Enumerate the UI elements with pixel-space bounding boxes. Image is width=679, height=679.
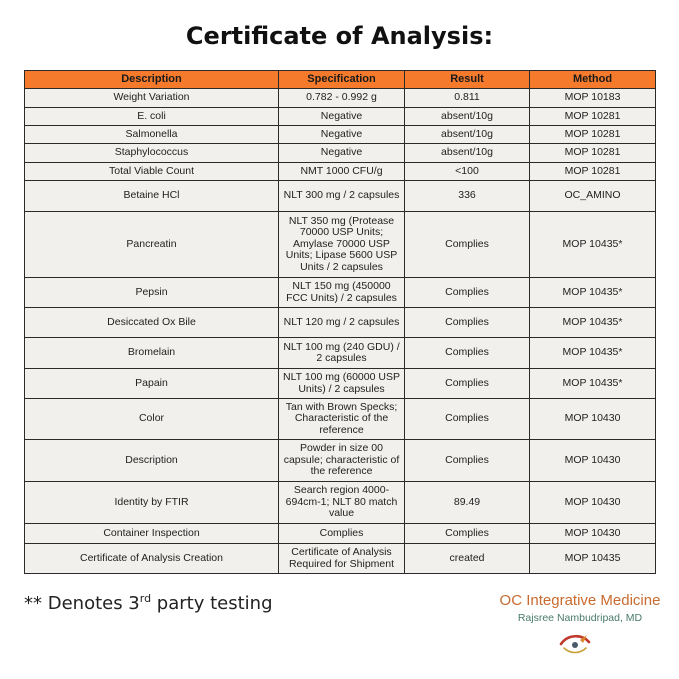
- brand-person: Rajsree Nambudripad, MD: [517, 612, 643, 624]
- table-header-row: [25, 71, 656, 89]
- cell-method: MOP 10430: [530, 440, 656, 482]
- cell-method: MOP 10435*: [530, 369, 656, 399]
- cell-result: 0.811: [405, 89, 530, 108]
- cell-specification: NMT 1000 CFU/g: [279, 163, 405, 181]
- cell-specification: NLT 350 mg (Protease 70000 USP Units; Amylase 70000 USP Units; Lipase 5600 USP Units / 2 capsules: [279, 212, 405, 278]
- cell-result: Complies: [405, 369, 530, 399]
- cell-description: E. coli: [25, 108, 279, 126]
- cell-method: MOP 10435*: [530, 308, 656, 338]
- cell-result: Complies: [405, 338, 530, 369]
- cell-result: 89.49: [405, 482, 530, 524]
- cell-specification: Tan with Brown Specks; Characteristic of the reference: [279, 399, 405, 440]
- table-row: [25, 144, 656, 163]
- cell-method: MOP 10435: [530, 544, 656, 574]
- table-row: [25, 163, 656, 181]
- table-row: [25, 181, 656, 212]
- cell-result: created: [405, 544, 530, 574]
- cell-result: Complies: [405, 278, 530, 308]
- table-row: [25, 524, 656, 544]
- header-result: Result: [405, 71, 530, 89]
- table-row: [25, 308, 656, 338]
- cell-description: Certificate of Analysis Creation: [25, 544, 279, 574]
- table-row: [25, 108, 656, 126]
- cell-description: Pancreatin: [25, 212, 279, 278]
- table-row: [25, 399, 656, 440]
- cell-specification: Certificate of Analysis Required for Shipment: [279, 544, 405, 574]
- brand-block: [496, 592, 664, 624]
- cell-specification: 0.782 - 0.992 g: [279, 89, 405, 108]
- cell-specification: Negative: [279, 126, 405, 144]
- cell-method: MOP 10183: [530, 89, 656, 108]
- cell-method: MOP 10435*: [530, 212, 656, 278]
- cell-description: Bromelain: [25, 338, 279, 369]
- cell-description: Betaine HCl: [25, 181, 279, 212]
- table-row: [25, 89, 656, 108]
- cell-specification: NLT 100 mg (240 GDU) / 2 capsules: [279, 338, 405, 369]
- cell-specification: Negative: [279, 108, 405, 126]
- header-specification: Specification: [279, 71, 405, 89]
- cell-method: MOP 10281: [530, 144, 656, 163]
- cell-method: MOP 10430: [530, 524, 656, 544]
- cell-result: <100: [405, 163, 530, 181]
- cell-method: MOP 10435*: [530, 338, 656, 369]
- cell-description: Total Viable Count: [25, 163, 279, 181]
- table-row: [25, 482, 656, 524]
- table-row: [25, 126, 656, 144]
- header-description: Description: [25, 71, 279, 89]
- cell-description: Description: [25, 440, 279, 482]
- cell-description: Pepsin: [25, 278, 279, 308]
- cell-result: absent/10g: [405, 126, 530, 144]
- table-row: [25, 278, 656, 308]
- cell-result: Complies: [405, 524, 530, 544]
- cell-result: Complies: [405, 308, 530, 338]
- cell-specification: Complies: [279, 524, 405, 544]
- table-row: [25, 440, 656, 482]
- cell-method: MOP 10430: [530, 399, 656, 440]
- cell-method: MOP 10430: [530, 482, 656, 524]
- cell-result: Complies: [405, 399, 530, 440]
- cell-method: MOP 10435*: [530, 278, 656, 308]
- cell-method: MOP 10281: [530, 163, 656, 181]
- cell-method: MOP 10281: [530, 126, 656, 144]
- cell-description: Container Inspection: [25, 524, 279, 544]
- brand-logo-icon: [558, 628, 592, 658]
- cell-result: Complies: [405, 212, 530, 278]
- cell-specification: NLT 100 mg (60000 USP Units) / 2 capsules: [279, 369, 405, 399]
- table-row: [25, 212, 656, 278]
- cell-description: Staphylococcus: [25, 144, 279, 163]
- cell-description: Salmonella: [25, 126, 279, 144]
- footnote-superscript: rd: [139, 592, 152, 605]
- cell-description: Color: [25, 399, 279, 440]
- cell-result: absent/10g: [405, 144, 530, 163]
- cell-description: Weight Variation: [25, 89, 279, 108]
- cell-description: Identity by FTIR: [25, 482, 279, 524]
- cell-result: absent/10g: [405, 108, 530, 126]
- cell-description: Papain: [25, 369, 279, 399]
- table-row: [25, 338, 656, 369]
- footnote-prefix: ** Denotes 3: [24, 593, 140, 614]
- header-method: Method: [530, 71, 656, 89]
- cell-specification: Negative: [279, 144, 405, 163]
- brand-name: OC Integrative Medicine: [499, 592, 661, 609]
- analysis-table: [24, 70, 656, 574]
- cell-specification: NLT 120 mg / 2 capsules: [279, 308, 405, 338]
- page-title: Certificate of Analysis:: [185, 22, 494, 50]
- cell-method: MOP 10281: [530, 108, 656, 126]
- footnote: [24, 592, 273, 614]
- cell-specification: NLT 150 mg (450000 FCC Units) / 2 capsules: [279, 278, 405, 308]
- cell-result: Complies: [405, 440, 530, 482]
- cell-method: OC_AMINO: [530, 181, 656, 212]
- cell-specification: Search region 4000-694cm-1; NLT 80 match value: [279, 482, 405, 524]
- cell-specification: Powder in size 00 capsule; characteristic of the reference: [279, 440, 405, 482]
- table-row: [25, 544, 656, 574]
- table-row: [25, 369, 656, 399]
- cell-description: Desiccated Ox Bile: [25, 308, 279, 338]
- cell-result: 336: [405, 181, 530, 212]
- footnote-suffix: party testing: [151, 593, 273, 614]
- cell-specification: NLT 300 mg / 2 capsules: [279, 181, 405, 212]
